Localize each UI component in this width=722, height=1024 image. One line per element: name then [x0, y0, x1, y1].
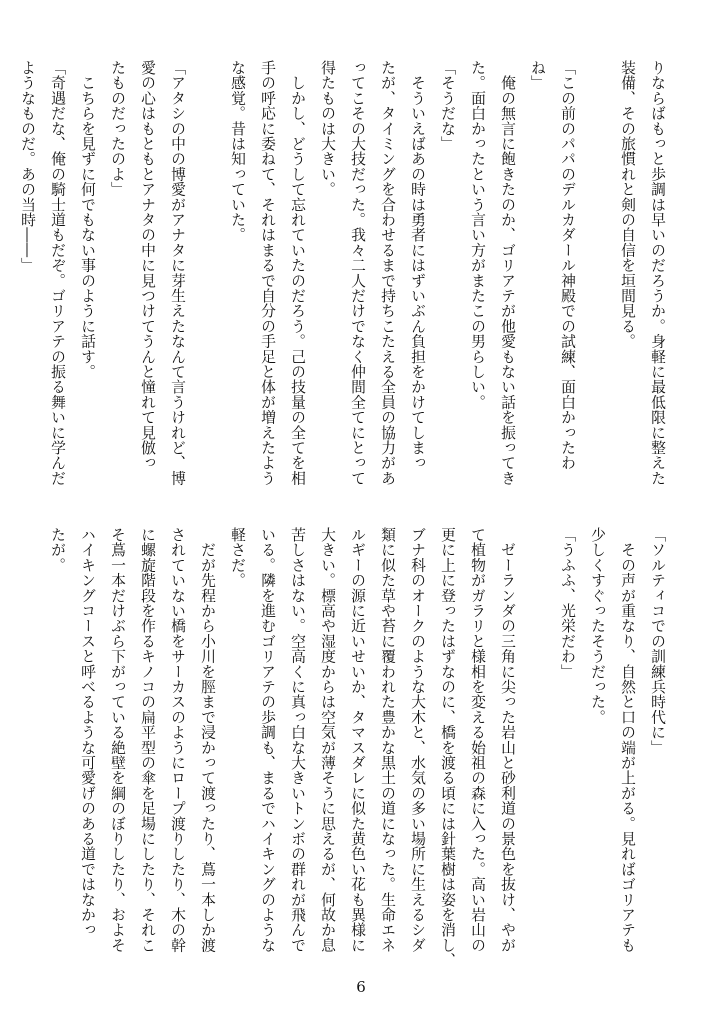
text-line: た。面白かったという言い方がまたこの男らしい。 [469, 60, 486, 410]
text-line: こちらを見ずに何でもない事のように話す。 [79, 60, 96, 380]
upper-text-block [19, 60, 672, 500]
text-line: ルギーの源に近いせいか、タマスダレに似た黄色い花も異様に [349, 527, 366, 953]
blank-line [582, 60, 612, 500]
text-line: ゼーランダの三角に尖った岩山と砂利道の景色を抜け、やが [499, 527, 516, 953]
text-line: だが先程から小川を脛まで浸かって渡ったり、蔦一本しか渡 [199, 527, 216, 953]
text-line: たが、タイミングを合わせるまで持ちこたえる全員の協力があ [379, 60, 396, 486]
text-line: ようなものだ。あの当時――」 [19, 60, 36, 273]
text-line: に螺旋階段を作るキノコの扁平型の傘を足場にしたり、それこ [139, 527, 156, 953]
text-line: 「奇遇だな、俺の騎士道もだぞ。ゴリアテの振る舞いに学んだ [49, 60, 66, 486]
text-line: されていない橋をサーカスのようにロープ渡りしたり、木の幹 [169, 527, 186, 953]
text-line: 愛の心はもともとアナタの中に見つけてうんと憧れて見倣っ [139, 60, 156, 471]
text-line: ブナ科のオークのような大木と、水気の多い場所に生えるシダ [409, 527, 426, 953]
text-line: そ蔦一本だけぶら下がっている絶壁を綱のぼりしたり、およそ [109, 527, 126, 953]
blank-line [192, 60, 222, 500]
text-line: たが。 [49, 527, 66, 573]
lower-text-block [49, 527, 672, 968]
text-line: たものだったのよ」 [109, 60, 126, 197]
text-line: りならばもっと歩調は早いのだろうか。身軽に最低限に整えた [649, 60, 666, 486]
text-line: いる。隣を進むゴリアテの歩調も、まるでハイキングのような [259, 527, 276, 953]
text-line: ね」 [529, 60, 546, 91]
text-line: しかし、どうして忘れていたのだろう。己の技量の全てを相 [289, 60, 306, 486]
blank-line [522, 527, 552, 967]
text-line: 「この前のパパのデルカダール神殿での試練、面白かったわ [559, 60, 576, 471]
text-line: そういえばあの時は勇者にはずいぶん負担をかけてしまっ [409, 60, 426, 471]
text-line: その声が重なり、自然と口の端が上がる。見ればゴリアテも [619, 527, 636, 953]
text-line: 得たものは大きい。 [319, 60, 336, 197]
text-line: 軽さだ。 [229, 527, 246, 588]
text-line: 類に似た草や苔に覆われた豊かな黒土の道になった。生命エネ [379, 527, 396, 953]
text-line: 「ソルティコでの訓練兵時代に」 [649, 527, 666, 755]
text-line: な感覚。昔は知っていた。 [229, 60, 246, 243]
text-line: ハイキングコースと呼べるような可愛げのある道ではなかっ [79, 527, 96, 938]
text-line: 更に上に登ったはずなのに、橋を渡る頃には針葉樹は姿を消し、 [439, 527, 456, 968]
text-line: 少しくすぐったそうだった。 [589, 527, 606, 725]
text-line: 俺の無言に飽きたのか、ゴリアテが他愛もない話を振ってき [499, 60, 516, 486]
text-line: 大きい。標高や湿度からは空気が薄そうに思えるが、何故か息 [319, 527, 336, 953]
text-line: 「そうだな」 [439, 60, 456, 152]
text-line: 「うふふ、光栄だわ」 [559, 527, 576, 679]
text-line: ってこその大技だった。我々二人だけでなく仲間全てにとって [349, 60, 366, 486]
page-number: 6 [356, 978, 366, 996]
text-line: て植物がガラリと様相を変える始祖の森に入った。高い岩山の [469, 527, 486, 953]
text-line: 手の呼応に委ねて、それはまるで自分の手足と体が増えたよう [259, 60, 276, 486]
text-line: 苦しさはない。空高くに真っ白な大きいトンボの群れが飛んで [289, 527, 306, 953]
text-line: 装備、その旅慣れと剣の自信を垣間見る。 [619, 60, 636, 349]
text-line: 「アタシの中の博愛がアナタに芽生えたなんて言うけれど、博 [169, 60, 186, 486]
